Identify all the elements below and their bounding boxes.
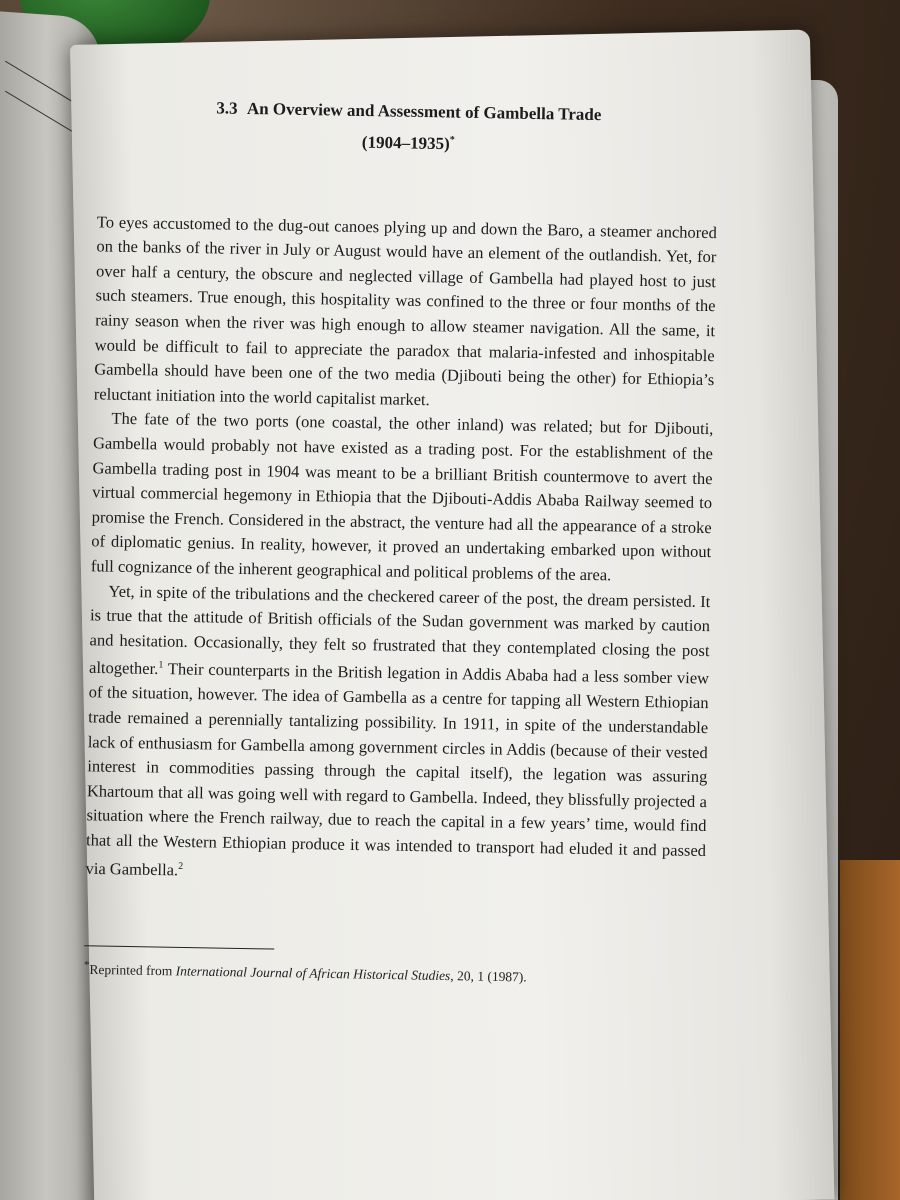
paragraph-1: To eyes accustomed to the dug-out canoes plying up and down the Baro, a steamer anchored on the banks of the river in July or August would have an element of the outlandish. Yet, for over half a century, the obscure and neglected village of Gambella had played host to just such steamers. True enough, this hospitality was confined to the three or four months of the rainy season when the river was high enough to allow steamer navigation. All the same, it would be difficult to fail to appreciate the paradox that malaria-infested and inhospitable Gambella should have been one of the two media (Djibouti being the other) for Ethiopia’s reluctant initiation into the world capitalist market.: [93, 212, 717, 409]
footnote-journal: International Journal of African Historical Studies: [175, 963, 451, 983]
section-dates: (1904–1935): [361, 132, 450, 154]
footnote-ref-1: 1: [158, 659, 164, 671]
section-number: 3.3: [216, 98, 238, 118]
body-text: [85, 210, 717, 892]
sofa-edge: [840, 860, 900, 1200]
heading-note-mark: *: [449, 134, 455, 146]
paragraph-3-part-2: Their counterparts in the British legation in Addis Ababa had a less somber view of the situation, however. The idea of Gambella as a centre for tapping all Western Ethiopian trade remained a perennially tantalizing possibility. In 1911, in spite of the understandable lack of enthusiasm for Gambella among government circles in Addis (because of their vested interest in commodities passing through the capital itself), the legation was assuring Khartoum that all was going well with regard to Gambella. Indeed, they blissfully projected a situation where the French railway, due to reach the capital in a few years’ time, would find that all the Western Ethiopian produce it was intended to transport had eluded it and passed via Gambella.: [85, 659, 710, 879]
book-page: [70, 30, 834, 1200]
paragraph-3: [85, 579, 710, 892]
section-title: An Overview and Assessment of Gambella Trade: [246, 98, 602, 125]
footnote-ref-2: 2: [178, 860, 184, 872]
paragraph-3-part-1: Yet, in spite of the tribulations and the checkered career of the post, the dream persisted. It is true that the attitude of British officials of the Sudan government was marked by caution and hesitation. Occasionally, they felt so frustrated that they contemplated closing the post altogether.: [88, 581, 711, 679]
section-heading: [98, 92, 719, 162]
paragraph-2: The fate of the two ports (one coastal, the other inland) was related; but for Djibouti, Gambella would probably not have existed as a trading post. For the establishment of the Gambella trading post in 1904 was meant to be a brilliant British countermove to avert the virtual commercial hegemony in Ethiopia that the Djibouti-Addis Ababa Railway seemed to promise the French. Considered in the abstract, the venture had all the appearance of a stroke of diplomatic genius. In reality, however, it proved an undertaking embarked upon without full cognizance of the inherent geographical and political problems of the area.: [90, 409, 714, 585]
page-content: [84, 44, 720, 989]
footnote: [84, 956, 704, 989]
footnote-mark: *: [83, 958, 90, 972]
footnote-prefix: Reprinted from: [89, 961, 176, 979]
footnote-rule: [84, 945, 274, 949]
footnote-suffix: , 20, 1 (1987).: [450, 967, 527, 985]
